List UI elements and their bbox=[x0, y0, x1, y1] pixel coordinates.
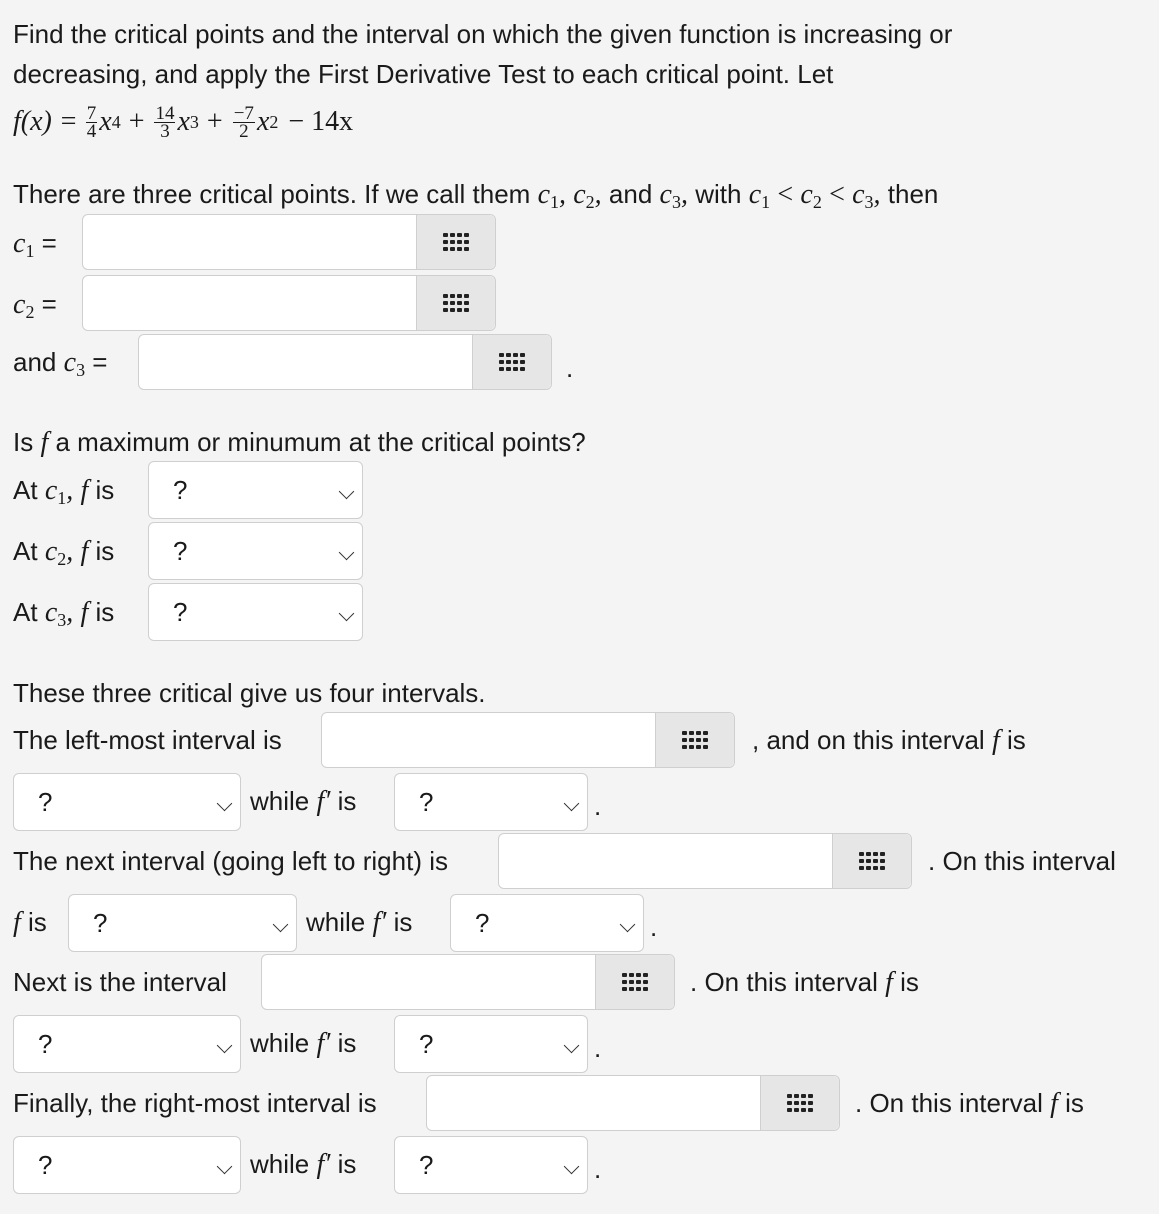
leftmost-interval-input[interactable] bbox=[322, 713, 656, 767]
rightmost-interval-tail: . On this interval f is bbox=[855, 1088, 1084, 1119]
c3-keypad-button[interactable] bbox=[473, 335, 551, 389]
leftmost-interval-keypad-button[interactable] bbox=[656, 713, 734, 767]
keypad-icon bbox=[859, 852, 885, 870]
keypad-icon bbox=[443, 294, 469, 312]
next-interval-keypad-button[interactable] bbox=[833, 834, 911, 888]
leftmost-interval-label: The left-most interval is bbox=[13, 725, 282, 755]
next-f-is-label: f is bbox=[13, 907, 47, 938]
third-interval-tail: . On this interval f is bbox=[690, 967, 919, 998]
next-interval-label: The next interval (going left to right) is bbox=[13, 846, 448, 876]
c3-answer-box bbox=[138, 334, 552, 390]
leftmost-fprime-select[interactable]: ? bbox=[394, 773, 588, 831]
third-f-select[interactable]: ? bbox=[13, 1015, 241, 1073]
maxmin-question: Is f a maximum or minumum at the critical points? bbox=[13, 427, 586, 458]
third-while-label: while f′ is bbox=[250, 1028, 357, 1059]
intervals-intro: These three critical give us four intervals. bbox=[13, 678, 486, 708]
chevron-down-icon bbox=[217, 1038, 233, 1054]
keypad-icon bbox=[682, 731, 708, 749]
chevron-down-icon bbox=[339, 484, 355, 500]
leftmost-interval-tail: , and on this interval f is bbox=[752, 725, 1026, 756]
instruction-line-2: decreasing, and apply the First Derivative Test to each critical point. Let bbox=[13, 59, 834, 89]
c3-period: . bbox=[566, 353, 574, 383]
keypad-icon bbox=[787, 1094, 813, 1112]
chevron-down-icon bbox=[273, 917, 289, 933]
next-f-select[interactable]: ? bbox=[68, 894, 297, 952]
bottom-frame-edge bbox=[0, 1214, 1174, 1218]
maxmin-select-c3[interactable]: ? bbox=[148, 583, 363, 641]
c3-input[interactable] bbox=[139, 335, 473, 389]
leftmost-period: . bbox=[594, 791, 602, 821]
keypad-icon bbox=[443, 233, 469, 251]
keypad-icon bbox=[622, 973, 648, 991]
chevron-down-icon bbox=[564, 1038, 580, 1054]
next-fprime-select[interactable]: ? bbox=[450, 894, 644, 952]
third-interval-input[interactable] bbox=[262, 955, 596, 1009]
next-interval-input[interactable] bbox=[499, 834, 833, 888]
third-interval-keypad-button[interactable] bbox=[596, 955, 674, 1009]
leftmost-interval-box bbox=[321, 712, 735, 768]
rightmost-fprime-select[interactable]: ? bbox=[394, 1136, 588, 1194]
third-interval-label: Next is the interval bbox=[13, 967, 227, 997]
next-while-label: while f′ is bbox=[306, 907, 413, 938]
chevron-down-icon bbox=[217, 1159, 233, 1175]
rightmost-interval-keypad-button[interactable] bbox=[761, 1076, 839, 1130]
critical-points-sentence: There are three critical points. If we call them $c_1$, $c_2$, and $c_3$, with $c_1 < c_2 < c_3$, then bbox=[13, 179, 939, 212]
maxmin-select-c2[interactable]: ? bbox=[148, 522, 363, 580]
chevron-down-icon bbox=[217, 796, 233, 812]
third-fprime-select[interactable]: ? bbox=[394, 1015, 588, 1073]
c2-label: $c_2$ = bbox=[13, 289, 57, 322]
rightmost-while-label: while f′ is bbox=[250, 1149, 357, 1180]
chevron-down-icon bbox=[564, 796, 580, 812]
rightmost-period: . bbox=[594, 1154, 602, 1184]
c1-keypad-button[interactable] bbox=[417, 215, 495, 269]
rightmost-interval-box bbox=[426, 1075, 840, 1131]
next-period: . bbox=[650, 912, 658, 942]
keypad-icon bbox=[499, 353, 525, 371]
maxmin-label-c1: At $c_1$, f is bbox=[13, 475, 115, 508]
third-interval-box bbox=[261, 954, 675, 1010]
rightmost-f-select[interactable]: ? bbox=[13, 1136, 241, 1194]
c3-label: and $c_3$ = bbox=[13, 347, 108, 380]
function-formula: f(x) = $\frac{7}{4}$ x 4 + $\frac{14}{3}$ x 3 + $\frac{-7}{2}$ x 2 − 14x bbox=[13, 102, 354, 142]
c1-input[interactable] bbox=[83, 215, 417, 269]
third-period: . bbox=[594, 1033, 602, 1063]
next-interval-tail: . On this interval bbox=[928, 846, 1116, 876]
c1-label: $c_1$ = bbox=[13, 228, 57, 261]
c2-keypad-button[interactable] bbox=[417, 276, 495, 330]
next-interval-box bbox=[498, 833, 912, 889]
chevron-down-icon bbox=[620, 917, 636, 933]
rightmost-interval-input[interactable] bbox=[427, 1076, 761, 1130]
chevron-down-icon bbox=[339, 545, 355, 561]
maxmin-select-c1[interactable]: ? bbox=[148, 461, 363, 519]
instruction-line-1: Find the critical points and the interval on which the given function is increasing or bbox=[13, 19, 953, 49]
c2-input[interactable] bbox=[83, 276, 417, 330]
rightmost-interval-label: Finally, the right-most interval is bbox=[13, 1088, 377, 1118]
leftmost-f-select[interactable]: ? bbox=[13, 773, 241, 831]
maxmin-label-c2: At $c_2$, f is bbox=[13, 536, 115, 569]
chevron-down-icon bbox=[339, 606, 355, 622]
right-frame-edge bbox=[1159, 0, 1174, 1218]
c2-answer-box bbox=[82, 275, 496, 331]
maxmin-label-c3: At $c_3$, f is bbox=[13, 597, 115, 630]
chevron-down-icon bbox=[564, 1159, 580, 1175]
c1-answer-box bbox=[82, 214, 496, 270]
leftmost-while-label: while f′ is bbox=[250, 786, 357, 817]
